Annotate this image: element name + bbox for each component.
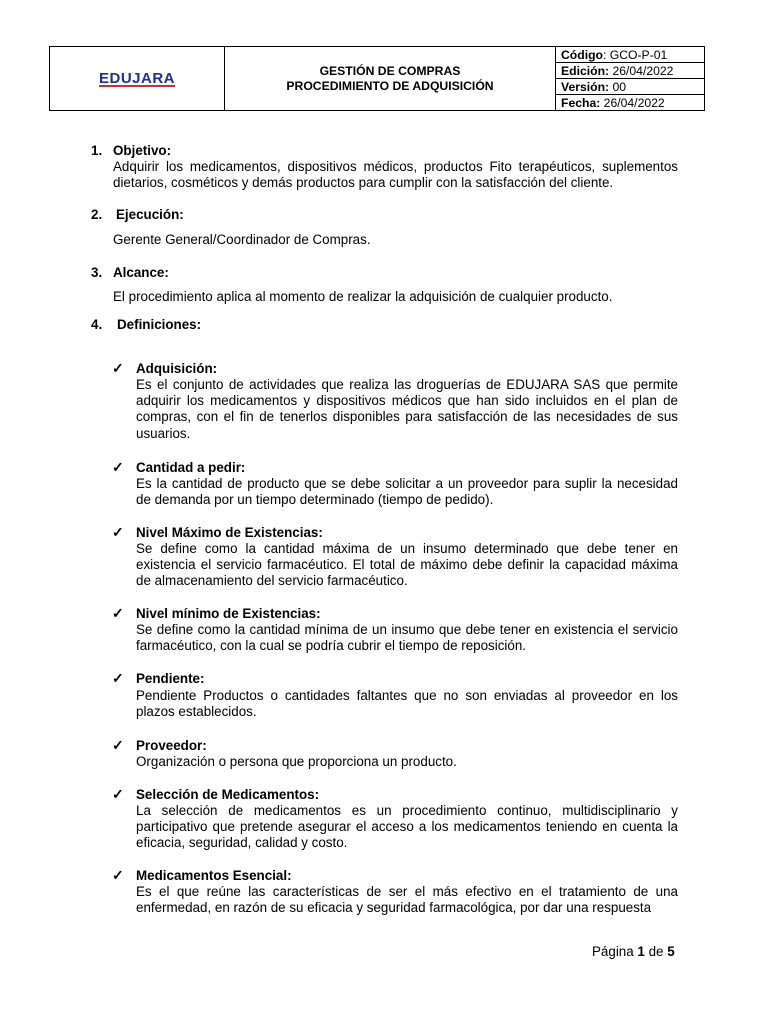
definition-text: Es el conjunto de actividades que realiza las droguerías de EDUJARA SAS que permite adquirir los medicamentos y dispositivos médicos que han sido incluidos en el plan de compras, con el fin de tenerlos disponibles para satisfacción de las necesidades de sus usuarios. (136, 377, 678, 441)
version-label: Versión: (561, 79, 610, 94)
page-label: Página (592, 944, 638, 959)
definition-text: Se define como la cantidad máxima de un insumo determinado que debe tener en existencia el servicio farmacéutico. El total de máximo debe definir la capacidad máxima de almacenamiento del servicio farmacéutico. (136, 541, 678, 589)
definition-text: Es la cantidad de producto que se debe solicitar a un proveedor para suplir la necesidad de demanda por un tiempo determinado (tiempo de pedido). (136, 476, 678, 508)
header-title-line2: PROCEDIMIENTO DE ADQUISICIÓN (286, 78, 494, 93)
fecha-cell (556, 95, 705, 111)
definition-term: Selección de Medicamentos: (136, 787, 320, 802)
header-title (225, 47, 556, 111)
definition-text: Pendiente Productos o cantidades faltantes que no son enviadas al proveedor en los plazos establecidos. (136, 688, 678, 720)
checkmark-icon: ✓ (112, 786, 124, 802)
definition-text: La selección de medicamentos es un procedimiento continuo, multidisciplinario y participativo que pretende asegurar el acceso a los medicamentos teniendo en cuenta la eficacia, seguridad, calidad y costo. (136, 803, 678, 851)
section-text-alcance: El procedimiento aplica al momento de realizar la adquisición de cualquier producto. (113, 289, 613, 304)
checkmark-icon: ✓ (112, 459, 124, 475)
document-header (49, 46, 705, 111)
edicion-label: Edición: (561, 63, 610, 78)
version-value: 00 (609, 79, 627, 94)
section-number: 1. (91, 143, 103, 158)
page-current: 1 (637, 944, 645, 959)
logo-cell (50, 47, 225, 111)
section-title-objetivo: Objetivo: (113, 143, 172, 158)
header-title-line1: GESTIÓN DE COMPRAS (319, 63, 461, 78)
version-cell (556, 79, 705, 95)
definition-term: Proveedor: (136, 738, 207, 753)
page-separator: de (644, 944, 668, 959)
section-title-definiciones: Definiciones: (117, 317, 202, 332)
section-number: 4. (91, 317, 103, 332)
codigo-value: : GCO-P-01 (602, 47, 668, 62)
definition-text: Se define como la cantidad mínima de un insumo que debe tener en existencia el servicio farmacéutico, con la cual se podría cubrir el tiempo de reposición. (136, 622, 678, 654)
codigo-label: Código (561, 47, 603, 62)
definition-term: Medicamentos Esencial: (136, 868, 292, 883)
definition-term: Pendiente: (136, 671, 205, 686)
section-text-objetivo: Adquirir los medicamentos, dispositivos médicos, productos Fito terapéuticos, suplementos dietarios, cosméticos y demás productos para cumplir con la satisfacción del cliente. (113, 159, 678, 191)
edicion-cell (556, 63, 705, 79)
edicion-value: 26/04/2022 (609, 63, 674, 78)
company-logo (99, 70, 175, 87)
definition-term: Cantidad a pedir: (136, 460, 246, 475)
checkmark-icon: ✓ (112, 737, 124, 753)
page-total: 5 (667, 944, 675, 959)
section-title-alcance: Alcance: (113, 265, 169, 280)
checkmark-icon: ✓ (112, 867, 124, 883)
definition-term: Nivel mínimo de Existencias: (136, 606, 321, 621)
section-number: 3. (91, 265, 103, 280)
fecha-label: Fecha: (561, 95, 601, 110)
section-text-ejecucion: Gerente General/Coordinador de Compras. (113, 232, 371, 247)
logo-text: EDUJARA (98, 70, 175, 87)
codigo-cell (556, 47, 705, 63)
checkmark-icon: ✓ (112, 360, 124, 376)
checkmark-icon: ✓ (112, 524, 124, 540)
checkmark-icon: ✓ (112, 605, 124, 621)
definition-text: Organización o persona que proporciona un producto. (136, 754, 457, 769)
definition-term: Nivel Máximo de Existencias: (136, 525, 323, 540)
checkmark-icon: ✓ (112, 670, 124, 686)
section-number: 2. (91, 207, 103, 222)
fecha-value: 26/04/2022 (600, 95, 665, 110)
definition-term: Adquisición: (136, 361, 218, 376)
definition-text: Es el que reúne las características de ser el más efectivo en el tratamiento de una enfermedad, en razón de su eficacia y seguridad farmacológica, por dar una respuesta (136, 884, 678, 916)
page-footer (592, 944, 675, 959)
section-title-ejecucion: Ejecución: (116, 207, 184, 222)
